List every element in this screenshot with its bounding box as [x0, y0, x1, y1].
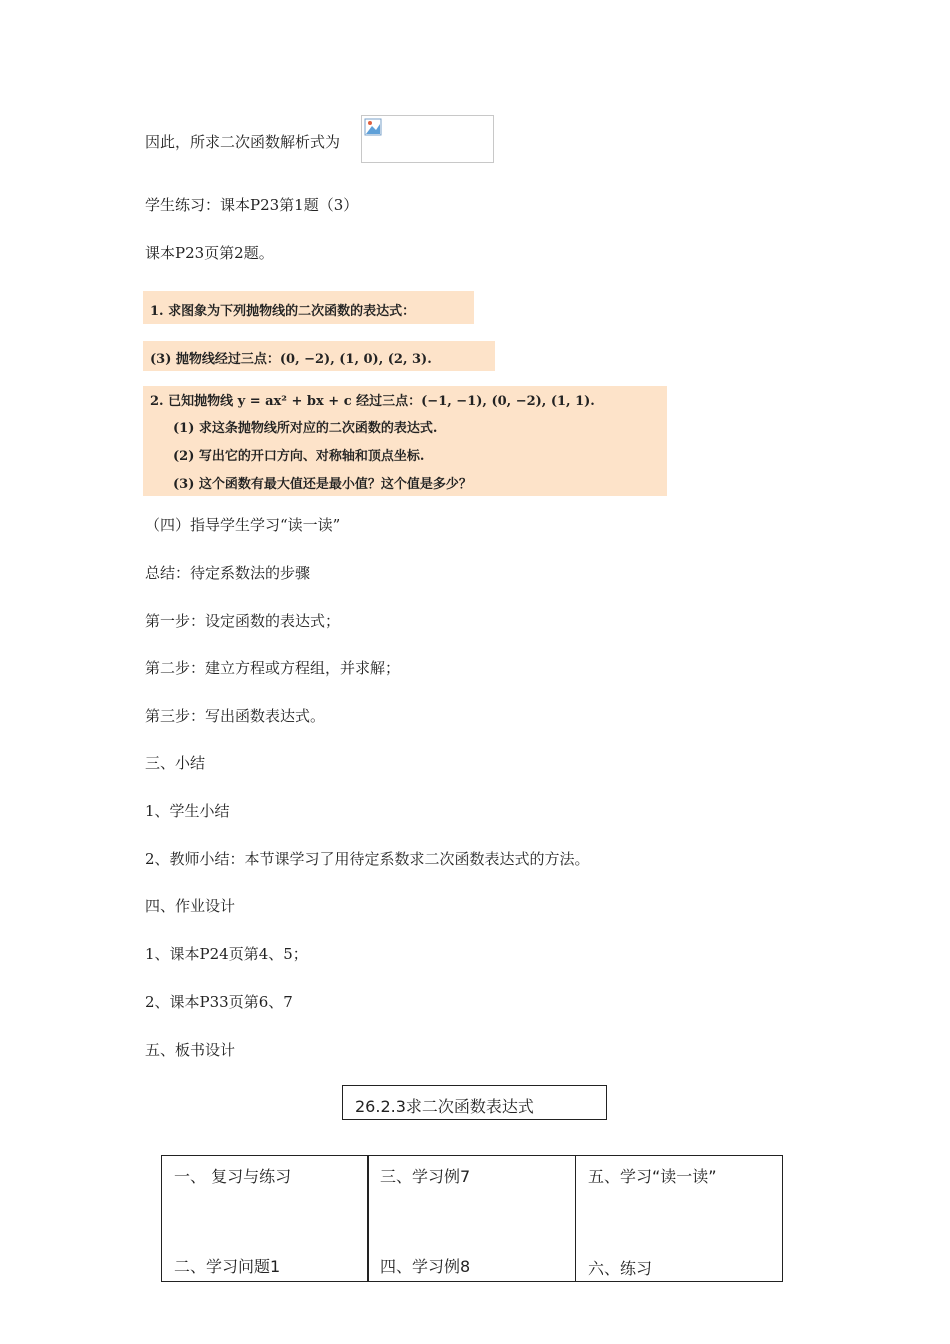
section-3-item-2: 2、教师小结：本节课学习了用待定系数求二次函数表达式的方法。 — [145, 850, 590, 868]
board-column-3 — [575, 1155, 783, 1282]
section-4-item-1: 1、课本P24页第4、5； — [145, 945, 308, 963]
board-col1-bottom: 二、学习问题1 — [174, 1257, 281, 1276]
step-3: 第三步：写出函数表达式。 — [145, 707, 326, 725]
section-4-item-2: 2、课本P33页第6、7 — [145, 993, 293, 1011]
textbook-question-1-title-scan — [143, 291, 474, 324]
step-2: 第二步：建立方程或方程组，并求解； — [145, 659, 401, 677]
q2-part1: (1) 求这条抛物线所对应的二次函数的表达式. — [173, 421, 438, 436]
q1-title: 1. 求图象为下列抛物线的二次函数的表达式： — [150, 304, 416, 319]
summary-heading: 总结：待定系数法的步骤 — [145, 564, 311, 582]
section-4-heading: 四、作业设计 — [145, 897, 236, 915]
q2-part3: (3) 这个函数有最大值还是最小值？这个值是多少？ — [173, 477, 472, 492]
board-column-2 — [367, 1155, 576, 1282]
q2-part2: (2) 写出它的开口方向、对称轴和顶点坐标. — [173, 449, 425, 464]
textbook-question-1-part-scan — [143, 341, 495, 371]
guide-line: （四）指导学生学习“读一读” — [145, 516, 341, 534]
section-3-item-1: 1、学生小结 — [145, 802, 230, 820]
textbook-question-2-scan — [143, 386, 667, 496]
section-3-heading: 三、小结 — [145, 754, 206, 772]
board-col3-top: 五、学习“读一读” — [588, 1167, 717, 1186]
intro-line: 因此，所求二次函数解析式为 — [145, 133, 341, 151]
board-col2-top: 三、学习例7 — [380, 1167, 471, 1186]
formula-image — [361, 115, 494, 163]
practice-line-1: 学生练习：课本P23第1题（3） — [145, 196, 359, 214]
practice-line-2: 课本P23页第2题。 — [145, 244, 274, 262]
q1-part3: (3) 抛物线经过三点：(0, −2), (1, 0), (2, 3). — [150, 352, 432, 367]
board-column-1 — [161, 1155, 369, 1282]
board-col1-top: 一、 复习与练习 — [174, 1167, 292, 1186]
board-col3-bottom: 六、练习 — [588, 1259, 653, 1278]
broken-image-icon — [364, 118, 382, 136]
step-1: 第一步：设定函数的表达式； — [145, 612, 341, 630]
board-title: 26.2.3求二次函数表达式 — [342, 1085, 607, 1120]
section-5-heading: 五、板书设计 — [145, 1041, 236, 1059]
board-col2-bottom: 四、学习例8 — [380, 1257, 471, 1276]
q2-title: 2. 已知抛物线 y = ax² + bx + c 经过三点：(−1, −1), (0, −2), (1, 1). — [150, 394, 595, 409]
